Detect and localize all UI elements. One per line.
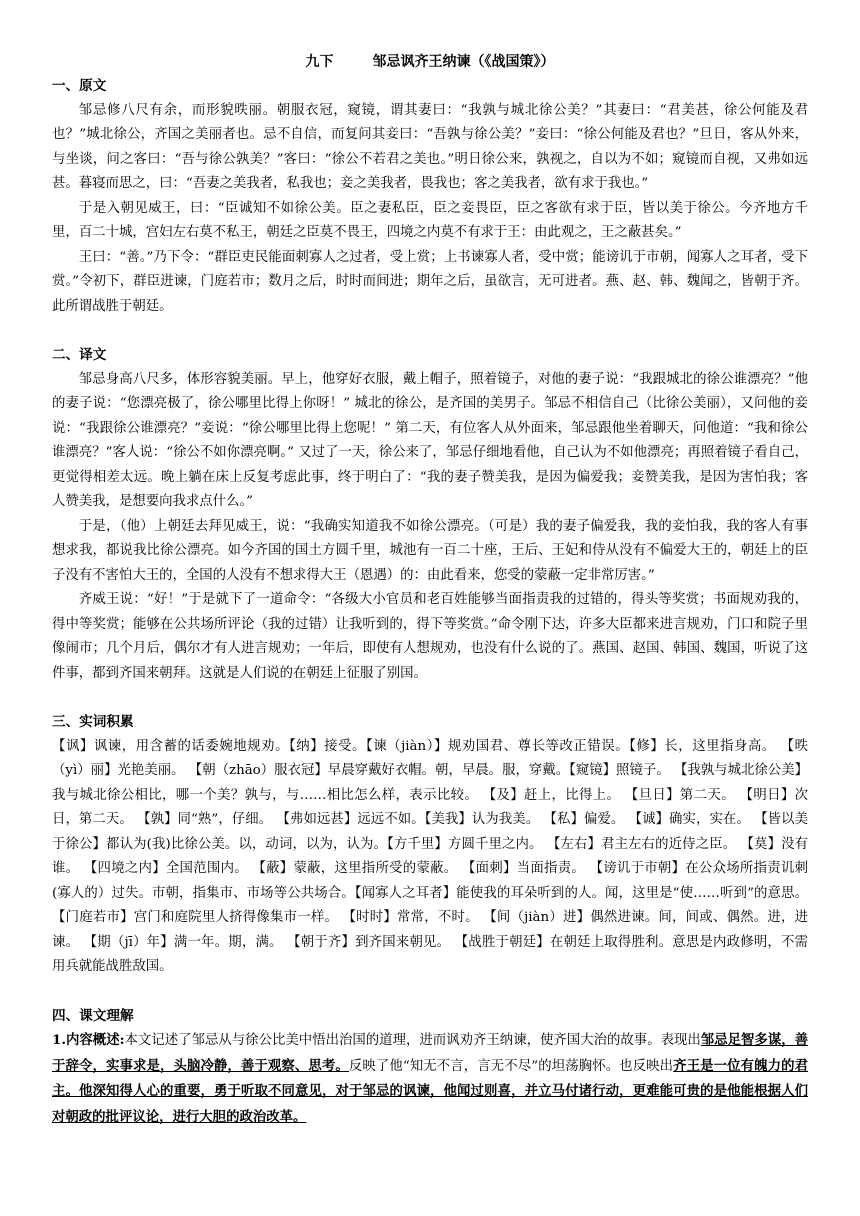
document-page [52,50,808,1130]
original-paragraph: 王曰：“善。”乃下令：“群臣吏民能面刺寡人之过者，受上赏；上书谏寡人者，受中赏；能谤讥于市朝，闻寡人之耳者，受下赏。”令初下，群臣进谏，门庭若市；数月之后，时时而间进；期年之后，虽欲言，无可进者。燕、赵、韩、魏闻之，皆朝于齐。此所谓战胜于朝廷。 [52,249,808,314]
zouji-traits: 邹忌足智多谋，善于辞令，实事求是，头脑冷静，善于观察、思考。 [52,1032,809,1074]
section-heading-translation: 二、译文 [52,347,107,363]
grade-label: 九下 [305,54,334,70]
lesson-title: 邹忌讽齐王纳谏（《战国策》） [372,54,555,70]
section-heading-vocabulary: 三、实词积累 [52,714,134,730]
section-heading-original: 一、原文 [52,78,107,94]
summary-text-2: 反映了他“知无不言，言无不尽”的坦荡胸怀。也反映出 [348,1058,674,1074]
translation-paragraph: 齐威王说：“好！”于是就下了一道命令：“各级大小官员和老百姓能够当面指责我的过错的，得头等奖赏；书面规劝我的，得中等奖赏；能够在公共场所评论（我的过错）让我听到的，得下等奖赏。”命令刚下达，许多大臣都来进言规劝，门口和院子里像闹市；几个月后，偶尔才有人进言规劝；一年后，即使有人想规劝，也没有什么说的了。燕国、赵国、韩国、魏国，听说了这件事，都到齐国来朝拜。这就是人们说的在朝廷上征服了别国。 [52,592,808,681]
translation-paragraph: 邹忌身高八尺多，体形容貌美丽。早上，他穿好衣服，戴上帽子，照着镜子，对他的妻子说：“我跟城北的徐公谁漂亮？”他的妻子说：“您漂亮极了，徐公哪里比得上你呀！” 城北的徐公，是齐国的美男子。邹忌不相信自己（比徐公美丽），又问他的妾说：“我跟徐公谁漂亮？”妾说：“徐公哪里比得上您呢！” 第二天，有位客人从外面来，邹忌跟他坐着聊天，问他道：“我和徐公谁漂亮？”客人说：“徐公不如你漂亮啊。” 又过了一天，徐公来了，邹忌仔细地看他，自己认为不如他漂亮；再照着镜子看自己，更觉得相差太远。晚上躺在床上反复考虑此事，终于明白了：“我的妻子赞美我，是因为偏爱我；妾赞美我，是因为害怕我；客人赞美我，是想要向我求点什么。” [52,371,808,509]
item-label: 1.内容概述: [52,1032,125,1048]
summary-text: 本文记述了邹忌从与徐公比美中悟出治国的道理，进而讽劝齐王纳谏，使齐国大治的故事。表现出 [124,1033,701,1048]
original-paragraph: 于是入朝见威王，曰：“臣诚知不如徐公美。臣之妻私臣，臣之妾畏臣，臣之客欲有求于臣，皆以美于徐公。今齐地方千里，百二十城，宫妇左右莫不私王，朝廷之臣莫不畏王，四境之内莫不有求于王：由此观之，王之蔽甚矣。” [52,200,808,240]
vocabulary-text: 【讽】讽谏，用含蓄的话委婉地规劝。【纳】接受。【谏（jiàn）】规劝国君、尊长等改正错误。【修】长，这里指身高。 【昳（yì）丽】光艳美丽。 【朝（zhāo）服衣冠】早晨穿戴好衣帽。朝，早晨。服，穿戴。【窥镜】照镜子。 【我孰与城北徐公美】我与城北徐公相比，哪一个美？孰与，与……相比怎么样，表示比较。 【及】赶上，比得上。 【旦日】第二天。 【明日】次日，第二天。 【孰】同“熟”，仔细。 【弗如远甚】远远不如。【美我】认为我美。 【私】偏爱。 【诚】确实，实在。 【皆以美于徐公】都认为(我)比徐公美。以，动词，以为，认为。【方千里】方圆千里之内。 【左右】君主左右的近侍之臣。 【莫】没有谁。 【四境之内】全国范围内。 【蔽】蒙蔽，这里指所受的蒙蔽。 【面刺】当面指责。 【谤讥于市朝】在公众场所指责讥刺(寡人的）过失。市朝，指集市、市场等公共场合。【闻寡人之耳者】能使我的耳朵听到的人。闻，这里是“使……听到”的意思。 【门庭若市】宫门和庭院里人挤得像集市一样。 【时时】常常，不时。 【间（jiàn）进】偶然进谏。间，间或、偶然。进，进谏。 【期（jī）年】满一年。期，满。 【朝于齐】到齐国来朝见。 【战胜于朝廷】在朝廷上取得胜利。意思是内政修明，不需用兵就能战胜敌国。 [52,738,808,974]
document-title [52,50,808,74]
translation-paragraph: 于是，（他）上朝廷去拜见威王，说：“我确实知道我不如徐公漂亮。（可是）我的妻子偏爱我，我的妾怕我，我的客人有事想求我，都说我比徐公漂亮。如今齐国的国土方圆千里，城池有一百二十座，王后、王妃和侍从没有不偏爱大王的，朝廷上的臣子没有不害怕大王的，全国的人没有不想求得大王（恩遇）的：由此看来，您受的蒙蔽一定非常厉害。” [52,518,808,583]
king-traits: 齐王是一位有魄力的君主。他深知得人心的重要，勇于听取不同意见，对于邹忌的讽谏，他闻过则喜，并立马付诸行动，更难能可贵的是他能根据人们对朝政的批评议论，进行大胆的政治改革。 [52,1057,809,1125]
section-heading-understanding: 四、课文理解 [52,1007,134,1024]
understanding-text [52,1028,808,1130]
original-paragraph: 邹忌修八尺有余，而形貌昳丽。朝服衣冠，窥镜，谓其妻曰：“我孰与城北徐公美？”其妻曰：“君美甚，徐公何能及君也？”城北徐公，齐国之美丽者也。忌不自信，而复问其妾曰：“吾孰与徐公美？”妾曰：“徐公何能及君也？”旦日，客从外来，与坐谈，问之客曰：“吾与徐公孰美？”客曰：“徐公不若君之美也。”明日徐公来，孰视之，自以为不如；窥镜而自视，又弗如远甚。暮寝而思之，曰：“吾妻之美我者，私我也；妾之美我者，畏我也；客之美我者，欲有求于我也。” [52,102,808,191]
